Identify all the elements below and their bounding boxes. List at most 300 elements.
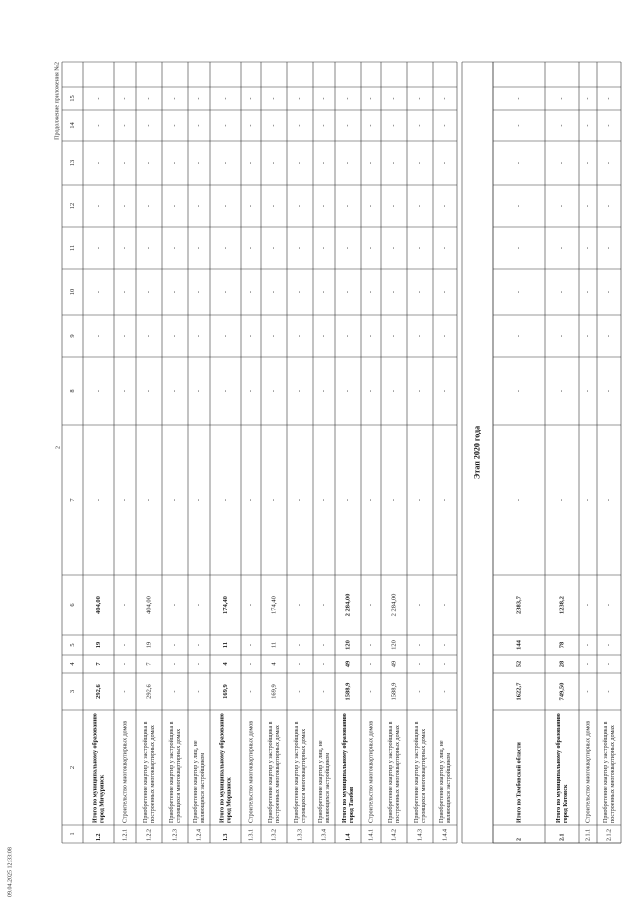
column-header-9: 9 [68, 334, 76, 338]
section1-row-number: 1.3.1 [248, 829, 255, 841]
section1-value-col7: - [320, 498, 328, 502]
section1-row-name: Приобретение квартир у застройщика в [142, 721, 149, 823]
section2-value-col4: 28 [558, 660, 566, 668]
section1-value-col5: 19 [145, 641, 153, 649]
section2-value-col7: - [605, 498, 613, 502]
section1-value-col13: - [195, 161, 203, 165]
section1-value-col15: - [195, 97, 203, 100]
section2-row-name: Итого по муниципальному образованию [555, 713, 562, 823]
section1-row-name: Строительство многоквартирных домов [248, 720, 255, 823]
section1-value-col7: - [367, 498, 375, 502]
section2-value-col15: - [558, 97, 566, 100]
section2-value-col12: - [584, 204, 592, 208]
section2-value-col15: - [584, 97, 592, 100]
section1-value-col15: - [221, 97, 229, 100]
column-header-13: 13 [68, 159, 76, 167]
section1-row-name: строящихся многоквартирных домах [175, 728, 182, 823]
page-number: 2 [55, 446, 62, 449]
section1-row-number: 1.4.3 [417, 829, 424, 841]
section1-value-col5: - [296, 643, 304, 647]
section1-value-col15: - [94, 97, 102, 100]
section1-value-col11: - [344, 246, 352, 250]
section2-value-col5: 144 [515, 640, 523, 650]
section1-row-name: Приобретение квартир у застройщика в [387, 721, 394, 823]
section1-value-col4: 49 [344, 660, 352, 668]
section1-value-col11: - [367, 246, 375, 250]
section1-row-number: 1.2.4 [196, 829, 203, 841]
section1-value-col15: - [145, 97, 153, 100]
section2-value-col9: - [584, 334, 592, 338]
section1-value-col12: - [367, 204, 375, 208]
section2-value-col12: - [515, 204, 523, 208]
section1-value-col5: - [171, 643, 179, 647]
section1-value-col13: - [441, 161, 449, 165]
section1-value-col6: - [121, 603, 129, 607]
section1-value-col8: - [390, 389, 398, 393]
section1-value-col13: - [416, 161, 424, 165]
section1-value-col14: - [221, 124, 229, 127]
section1-value-col8: - [320, 389, 328, 393]
section1-value-col14: - [320, 124, 328, 127]
section1-value-col11: - [390, 246, 398, 250]
section1-value-col3: 1588,9 [390, 682, 398, 701]
section1-value-col13: - [145, 161, 153, 165]
section2-value-col10: - [558, 290, 566, 294]
section1-value-col13: - [344, 161, 352, 165]
section1-value-col7: - [221, 498, 229, 502]
section2-value-col14: - [558, 124, 566, 127]
section1-value-col5: 120 [390, 640, 398, 650]
section1-value-col15: - [121, 97, 129, 100]
section2-value-col14: - [584, 124, 592, 127]
section2-value-col13: - [605, 161, 613, 165]
section2-value-col13: - [515, 161, 523, 165]
section1-value-col7: - [416, 498, 424, 502]
column-header-6: 6 [68, 603, 76, 607]
section1-value-col15: - [320, 97, 328, 100]
section2-value-col14: - [605, 124, 613, 127]
section1-value-col12: - [344, 204, 352, 208]
section1-value-col10: - [441, 290, 449, 294]
section1-value-col6: - [367, 603, 375, 607]
section1-value-col7: - [390, 498, 398, 502]
section1-value-col10: - [171, 290, 179, 294]
section1-row-name: Итого по муниципальному образованию [92, 713, 99, 823]
section2-value-col5: - [584, 643, 592, 647]
section1-value-col6: - [320, 603, 328, 607]
section1-row-number: 1.3.2 [271, 829, 278, 841]
section1-value-col6: - [171, 603, 179, 607]
section1-value-col3: - [367, 690, 375, 693]
section1-value-col3: - [296, 690, 304, 693]
section1-row-name: являющихся застройщиком [199, 752, 206, 823]
section1-value-col9: - [121, 334, 129, 338]
section2-value-col12: - [605, 204, 613, 208]
section1-value-col10: - [344, 290, 352, 294]
section2-row-name: Приобретение квартир у застройщика в [602, 721, 609, 823]
continuation-note: Продолжение приложения №2 [54, 62, 61, 140]
section1-row-name: Строительство многоквартирных домов [122, 720, 129, 823]
section1-value-col6: 174,40 [221, 596, 229, 614]
section1-value-col9: - [367, 334, 375, 338]
section1-value-col12: - [390, 204, 398, 208]
section1-value-col14: - [171, 124, 179, 127]
section1-value-col13: - [171, 161, 179, 165]
section1-row-name: Строительство многоквартирных домов [368, 720, 375, 823]
section1-value-col7: - [441, 498, 449, 502]
section1-value-col7: - [270, 498, 278, 502]
section1-value-col4: 49 [390, 660, 398, 668]
section1-value-col13: - [270, 161, 278, 165]
section1-value-col5: - [195, 643, 203, 647]
section1-value-col14: - [195, 124, 203, 127]
section1-value-col9: - [390, 334, 398, 338]
section1-value-col8: - [367, 389, 375, 393]
section1-value-col12: - [416, 204, 424, 208]
section1-value-col15: - [171, 97, 179, 100]
section1-row-number: 1.4.1 [368, 829, 375, 841]
section1-value-col13: - [296, 161, 304, 165]
section1-value-col3: - [121, 690, 129, 693]
section1-row-number: 1.4 [345, 833, 352, 841]
section1-value-col9: - [441, 334, 449, 338]
section1-value-col9: - [171, 334, 179, 338]
section1-value-col5: 19 [94, 641, 102, 649]
section2-value-col4: - [605, 662, 613, 666]
section2-value-col10: - [605, 290, 613, 294]
section1-value-col14: - [296, 124, 304, 127]
column-header-8: 8 [68, 389, 76, 393]
section1-value-col11: - [171, 246, 179, 250]
section2-value-col5: 78 [558, 641, 566, 649]
section1-value-col10: - [247, 290, 255, 294]
section1-value-col4: 4 [221, 662, 229, 666]
section1-row-number: 1.3.4 [321, 829, 328, 841]
section2-row-name: город Котовск [562, 784, 569, 823]
section2-value-col11: - [584, 246, 592, 250]
section2-value-col6: 2383,7 [515, 596, 523, 614]
section1-value-col11: - [121, 246, 129, 250]
section1-value-col4: 7 [145, 662, 153, 666]
section1-value-col6: - [195, 603, 203, 607]
section1-value-col7: - [171, 498, 179, 502]
section1-value-col5: 120 [344, 640, 352, 650]
section1-value-col12: - [94, 204, 102, 208]
section2-value-col6: - [605, 603, 613, 607]
section1-value-col6: - [296, 603, 304, 607]
section1-value-col12: - [121, 204, 129, 208]
section1-value-col11: - [296, 246, 304, 250]
section1-value-col3: 169,9 [270, 684, 278, 699]
section1-value-col4: 4 [270, 662, 278, 666]
section1-value-col9: - [94, 334, 102, 338]
section2-value-col11: - [515, 246, 523, 250]
section1-value-col9: - [270, 334, 278, 338]
section1-value-col6: 174,40 [270, 596, 278, 614]
column-header-10: 10 [68, 288, 76, 296]
section1-value-col7: - [247, 498, 255, 502]
section2-value-col5: - [605, 643, 613, 647]
section1-value-col5: - [121, 643, 129, 647]
section1-value-col14: - [416, 124, 424, 127]
section1-value-col5: 11 [221, 641, 229, 649]
section1-row-name: Приобретение квартир у лиц, не [317, 740, 324, 823]
section1-row-number: 1.2 [95, 833, 102, 841]
section1-value-col11: - [416, 246, 424, 250]
section2-value-col13: - [584, 161, 592, 165]
section1-value-col6: 2 284,00 [390, 593, 398, 617]
section1-row-name: Приобретение квартир у застройщика в [168, 721, 175, 823]
section1-value-col15: - [296, 97, 304, 100]
section1-row-number: 1.2.1 [122, 829, 129, 841]
section2-value-col8: - [558, 389, 566, 393]
section1-row-name: построенных многоквартирных домах [274, 725, 281, 823]
section1-value-col8: - [344, 389, 352, 393]
column-header-14: 14 [68, 122, 76, 129]
section2-row-number: 2.1.1 [585, 829, 592, 841]
section1-value-col7: - [195, 498, 203, 502]
section1-value-col9: - [416, 334, 424, 338]
section1-value-col9: - [145, 334, 153, 338]
section1-value-col15: - [367, 97, 375, 100]
section1-row-name: Приобретение квартир у застройщика в [413, 721, 420, 823]
section1-value-col5: - [416, 643, 424, 647]
section2-value-col11: - [558, 246, 566, 250]
section1-value-col6: 2 284,00 [344, 593, 352, 617]
section1-value-col5: - [247, 643, 255, 647]
section1-value-col8: - [296, 389, 304, 393]
section1-value-col4: - [416, 662, 424, 666]
section1-value-col9: - [344, 334, 352, 338]
section1-row-number: 1.4.2 [391, 829, 398, 841]
section1-row-name: являющихся застройщиком [324, 752, 331, 823]
section1-value-col4: - [247, 662, 255, 666]
section2-value-col14: - [515, 124, 523, 127]
section1-value-col10: - [221, 290, 229, 294]
section2-value-col15: - [605, 97, 613, 100]
section1-row-name: являющихся застройщиком [445, 752, 452, 823]
section1-value-col11: - [195, 246, 203, 250]
section2-value-col9: - [515, 334, 523, 338]
section2-value-col13: - [558, 161, 566, 165]
section1-value-col10: - [390, 290, 398, 294]
section1-row-name: город Моршанск [226, 777, 233, 823]
section1-row-number: 1.2.3 [172, 829, 179, 841]
section1-value-col11: - [270, 246, 278, 250]
section1-value-col12: - [270, 204, 278, 208]
section1-value-col10: - [94, 290, 102, 294]
column-header-7: 7 [68, 498, 76, 502]
section1-row-number: 1.3.3 [297, 829, 304, 841]
section1-value-col4: - [367, 662, 375, 666]
section1-value-col10: - [195, 290, 203, 294]
section2-value-col7: - [584, 498, 592, 502]
section1-value-col14: - [121, 124, 129, 127]
section2-value-col3: - [605, 690, 613, 693]
section2-value-col8: - [515, 389, 523, 393]
section1-value-col12: - [296, 204, 304, 208]
section1-value-col4: - [171, 662, 179, 666]
section1-row-name: город Мичуринск [99, 774, 106, 823]
section1-value-col13: - [121, 161, 129, 165]
section1-value-col4: - [121, 662, 129, 666]
section1-value-col3: 1588,9 [344, 682, 352, 701]
section1-value-col9: - [195, 334, 203, 338]
section1-value-col8: - [221, 389, 229, 393]
section2-value-col9: - [558, 334, 566, 338]
section1-value-col8: - [94, 389, 102, 393]
section1-value-col14: - [145, 124, 153, 127]
section2-value-col7: - [515, 498, 523, 502]
section1-value-col3: - [441, 690, 449, 693]
section1-value-col12: - [145, 204, 153, 208]
section1-value-col8: - [121, 389, 129, 393]
section1-value-col8: - [270, 389, 278, 393]
section2-value-col9: - [605, 334, 613, 338]
section1-value-col15: - [344, 97, 352, 100]
section1-value-col14: - [367, 124, 375, 127]
section1-value-col14: - [390, 124, 398, 127]
section1-value-col14: - [344, 124, 352, 127]
section1-value-col12: - [441, 204, 449, 208]
section1-value-col10: - [416, 290, 424, 294]
section1-row-name: город Тамбов [348, 786, 355, 823]
section1-value-col4: 7 [94, 662, 102, 666]
section1-value-col10: - [145, 290, 153, 294]
section1-row-number: 1.4.4 [442, 829, 449, 841]
section1-value-col7: - [94, 498, 102, 502]
section1-row-name: строящихся многоквартирных домах [420, 728, 427, 823]
section1-value-col12: - [195, 204, 203, 208]
section1-row-name: строящихся многоквартирных домах [300, 728, 307, 823]
section1-value-col12: - [247, 204, 255, 208]
section1-value-col6: - [416, 603, 424, 607]
section1-value-col3: 292,6 [94, 684, 102, 699]
section1-value-col4: - [195, 662, 203, 666]
section1-value-col11: - [247, 246, 255, 250]
column-header-1: 1 [68, 832, 76, 836]
section1-value-col14: - [441, 124, 449, 127]
section2-value-col6: 1238,2 [558, 596, 566, 614]
section1-value-col6: - [247, 603, 255, 607]
section2-row-name: Итого по Тамбовской области [516, 742, 523, 823]
section1-value-col4: - [320, 662, 328, 666]
section1-value-col15: - [390, 97, 398, 100]
section2-value-col4: - [584, 662, 592, 666]
section1-value-col3: - [195, 690, 203, 693]
section1-value-col5: - [441, 643, 449, 647]
section1-value-col11: - [441, 246, 449, 250]
section1-value-col15: - [270, 97, 278, 100]
section2-row-name: Строительство многоквартирных домов [585, 720, 592, 823]
section1-value-col12: - [171, 204, 179, 208]
section1-value-col10: - [367, 290, 375, 294]
column-header-2: 2 [68, 765, 76, 770]
section1-value-col14: - [247, 124, 255, 127]
section2-value-col3: 749,50 [558, 682, 566, 701]
section1-value-col6: - [441, 603, 449, 607]
section1-value-col8: - [416, 389, 424, 393]
section1-value-col9: - [296, 334, 304, 338]
section1-value-col10: - [296, 290, 304, 294]
section1-value-col3: 292,6 [145, 684, 153, 699]
section1-value-col3: - [247, 690, 255, 693]
section1-value-col6: 404,00 [94, 596, 102, 614]
section1-value-col13: - [320, 161, 328, 165]
section1-row-name: Приобретение квартир у лиц, не [192, 740, 199, 823]
column-header-12: 12 [68, 202, 76, 210]
section1-value-col13: - [247, 161, 255, 165]
section1-row-name: построенных многоквартирных домах [149, 725, 156, 823]
section2-row-number: 2.1 [559, 833, 566, 841]
section1-value-col4: - [296, 662, 304, 666]
column-header-5: 5 [68, 643, 76, 647]
section2-value-col8: - [605, 389, 613, 393]
section2-row-number: 2 [516, 838, 523, 841]
stage-title: Этап 2020 года [472, 425, 482, 480]
section2-row-name: построенных многоквартирных домах [609, 725, 616, 823]
section2-value-col7: - [558, 498, 566, 502]
section1-row-name: Приобретение квартир у застройщика в [293, 721, 300, 823]
section1-value-col7: - [344, 498, 352, 502]
column-header-15: 15 [68, 95, 76, 102]
section1-value-col9: - [221, 334, 229, 338]
section1-value-col3: - [416, 690, 424, 693]
section1-value-col3: - [171, 690, 179, 693]
column-header-11: 11 [68, 244, 76, 252]
section1-row-name: Итого по муниципальному образованию [219, 713, 226, 823]
section1-value-col11: - [145, 246, 153, 250]
column-header-4: 4 [68, 662, 76, 666]
section1-value-col5: 11 [270, 641, 278, 649]
section1-value-col8: - [145, 389, 153, 393]
section1-value-col11: - [320, 246, 328, 250]
section1-value-col15: - [247, 97, 255, 100]
section1-row-number: 1.3 [222, 833, 229, 841]
section1-value-col13: - [367, 161, 375, 165]
section1-value-col8: - [441, 389, 449, 393]
section1-row-name: построенных многоквартирных домах [394, 725, 401, 823]
section2-value-col6: - [584, 603, 592, 607]
section1-value-col5: - [320, 643, 328, 647]
section1-value-col6: 404,00 [145, 596, 153, 614]
section1-row-name: Приобретение квартир у застройщика в [267, 721, 274, 823]
section1-value-col7: - [145, 498, 153, 502]
section1-value-col5: - [367, 643, 375, 647]
section1-value-col14: - [94, 124, 102, 127]
section1-row-name: Итого по муниципальному образованию [341, 713, 348, 823]
section1-value-col10: - [121, 290, 129, 294]
section1-value-col10: - [270, 290, 278, 294]
section1-value-col13: - [390, 161, 398, 165]
section1-value-col14: - [270, 124, 278, 127]
section1-value-col8: - [247, 389, 255, 393]
section2-value-col10: - [584, 290, 592, 294]
section1-value-col15: - [416, 97, 424, 100]
column-header-3: 3 [68, 689, 76, 694]
section1-value-col10: - [320, 290, 328, 294]
section1-value-col12: - [320, 204, 328, 208]
section1-value-col7: - [121, 498, 129, 502]
print-timestamp: 09.04.2025 12:33:08 [7, 847, 14, 897]
section1-value-col11: - [221, 246, 229, 250]
section2-value-col12: - [558, 204, 566, 208]
section2-value-col4: 52 [515, 660, 523, 668]
section1-value-col9: - [320, 334, 328, 338]
section1-value-col13: - [94, 161, 102, 165]
section1-value-col11: - [94, 246, 102, 250]
section2-value-col8: - [584, 389, 592, 393]
